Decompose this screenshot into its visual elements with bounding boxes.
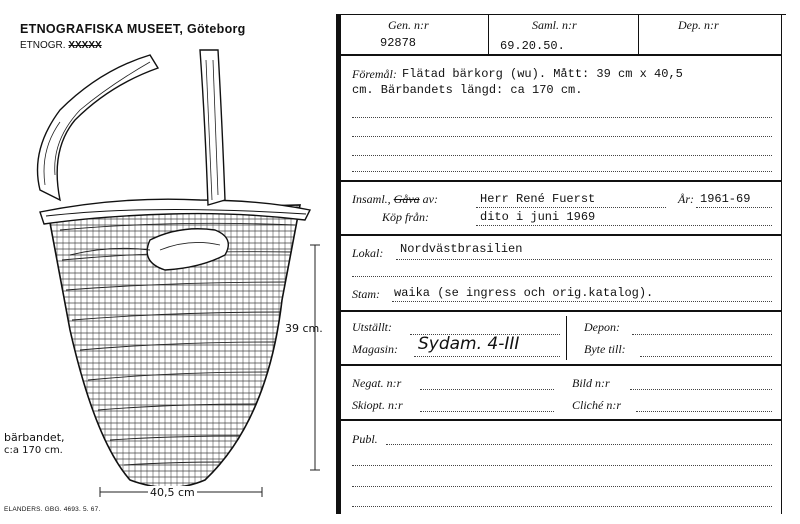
publ-label: Publ. [352,432,378,446]
carrier-note-line1: bärbandet, [4,431,65,444]
etnogr-struck: XXXXX [68,40,102,51]
av-label: av: [422,192,438,206]
strap-left [38,55,159,200]
kop-label: Köp från: [382,210,430,224]
catalog-card [336,14,786,514]
depon-label: Depon: [584,320,620,334]
gava-struck: Gåva [393,192,420,206]
museum-title: ETNOGRAFISKA MUSEET, Göteborg [20,22,246,36]
insaml-line [352,192,438,207]
stam-value: waika (se ingress och orig.katalog). [394,286,654,300]
kop-value: dito i juni 1969 [480,210,596,224]
foremal-line1: Flätad bärkorg (wu). Mått: 39 cm x 40,5 [402,67,683,81]
cliche-label: Cliché n:r [572,398,621,412]
lokal-value: Nordvästbrasilien [400,242,523,256]
width-dimension-label: 40,5 cm [150,486,195,499]
magasin-value: Sydam. 4-III [418,334,520,354]
bild-label: Bild n:r [572,376,610,390]
stam-label: Stam: [352,287,380,301]
lokal-label: Lokal: [352,246,384,260]
saml-label: Saml. n:r [532,18,577,32]
skiopt-label: Skiopt. n:r [352,398,403,412]
insaml-value: Herr René Fuerst [480,192,596,206]
ar-value: 1961-69 [700,192,751,206]
foremal-line2: cm. Bärbandets längd: ca 170 cm. [352,83,583,97]
magasin-label: Magasin: [352,342,398,356]
strap-right [200,50,225,205]
insaml-label: Insaml., [352,192,391,206]
gen-label: Gen. n:r [388,18,429,32]
byte-label: Byte till: [584,342,626,356]
saml-value: 69.20.50. [500,39,565,53]
foremal-label: Föremål: [352,67,397,81]
ar-label: År: [678,192,694,206]
printer-imprint: ELANDERS. GBG. 4693. 5. 67. [4,506,101,513]
height-dimension-label: 39 cm. [285,322,323,335]
utstallt-label: Utställt: [352,320,393,334]
dep-label: Dep. n:r [678,18,719,32]
etnogr-label: ETNOGR. [20,40,66,51]
negat-label: Negat. n:r [352,376,402,390]
carrier-note-line2: c:a 170 cm. [4,445,63,456]
gen-value: 92878 [380,36,417,50]
left-panel [0,0,330,524]
